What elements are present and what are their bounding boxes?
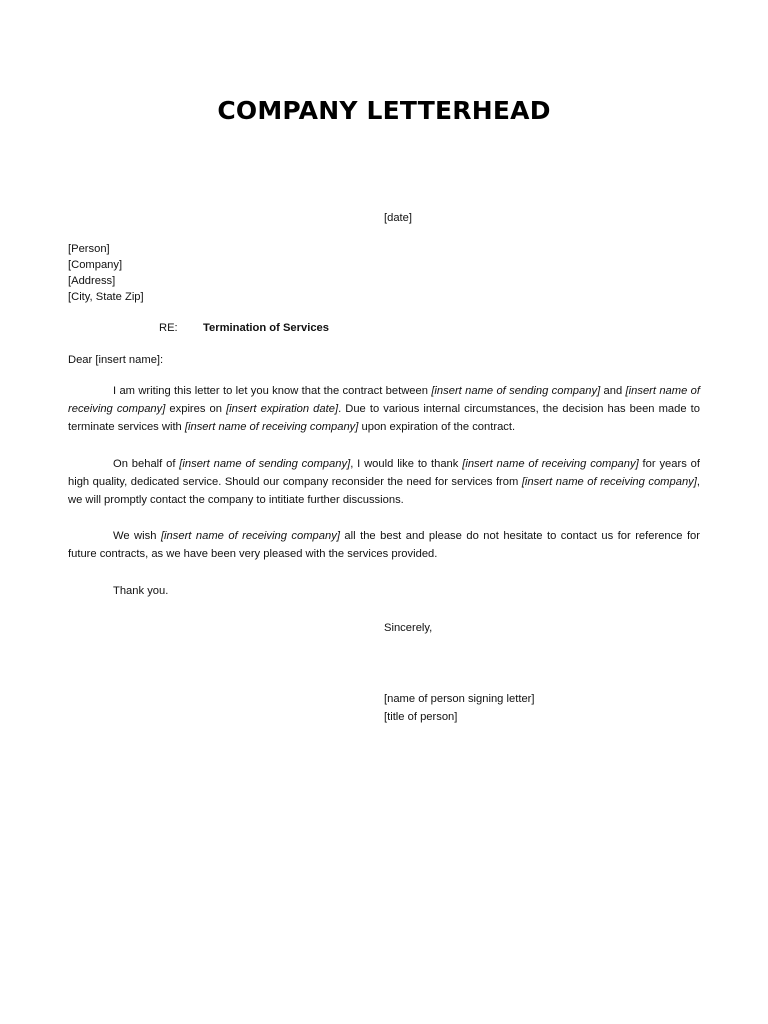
re-label: RE:	[159, 322, 178, 334]
paragraph-text: , we will promptly contact the company to intitiate further discussions.	[68, 476, 700, 507]
paragraph-text: upon expiration of the contract.	[358, 421, 516, 434]
placeholder-text: [insert name of receiving company]	[521, 476, 697, 489]
placeholder-text: [insert name of receiving company]	[462, 458, 639, 470]
recipient-address: [Address]	[68, 275, 116, 287]
recipient-address-block	[68, 241, 144, 305]
placeholder-text: [insert name of sending company]	[179, 458, 351, 470]
paragraph-text: expires on	[165, 403, 227, 416]
letterhead-title: COMPANY LETTERHEAD	[217, 96, 551, 125]
placeholder-text: [insert name of sending company]	[431, 385, 601, 397]
letter-date: [date]	[384, 212, 412, 224]
paragraph-text: On behalf of	[113, 458, 180, 470]
paragraph-text: , I would like to thank	[350, 458, 463, 470]
paragraph-text: . Due to various internal circumstances, the decision has been made to terminate services with	[68, 403, 700, 434]
closing-line: Sincerely,	[384, 622, 433, 634]
paragraph-text: for years of high quality, dedicated service. Should our company reconsider the need for services from	[68, 458, 700, 489]
paragraph-text: I am writing this letter to let you know that the contract between	[113, 385, 432, 397]
placeholder-text: [insert name of receiving company]	[184, 421, 359, 434]
body-paragraph-1	[68, 382, 700, 437]
salutation: Dear [insert name]:	[68, 354, 164, 366]
body-paragraph-2	[68, 455, 700, 510]
body-paragraph-3	[68, 527, 700, 563]
subject-line	[0, 320, 768, 336]
signer-title: [title of person]	[384, 711, 458, 723]
paragraph-text: We wish	[113, 530, 161, 542]
re-subject: Termination of Services	[203, 322, 330, 334]
recipient-person: [Person]	[68, 243, 110, 255]
signer-name: [name of person signing letter]	[384, 693, 535, 705]
paragraph-text: and	[600, 385, 626, 397]
paragraph-text: all the best and please do not hesitate to contact us for reference for future contracts, as we have been very pleased with the services provided.	[68, 530, 700, 561]
placeholder-text: [insert name of receiving company]	[160, 530, 340, 542]
recipient-city-state-zip: [City, State Zip]	[68, 291, 144, 303]
thank-you-line: Thank you.	[113, 585, 169, 597]
recipient-company: [Company]	[68, 259, 123, 271]
signature-block	[384, 691, 535, 727]
placeholder-text: [insert name of receiving company]	[68, 385, 700, 416]
placeholder-text: [insert expiration date]	[226, 403, 339, 416]
